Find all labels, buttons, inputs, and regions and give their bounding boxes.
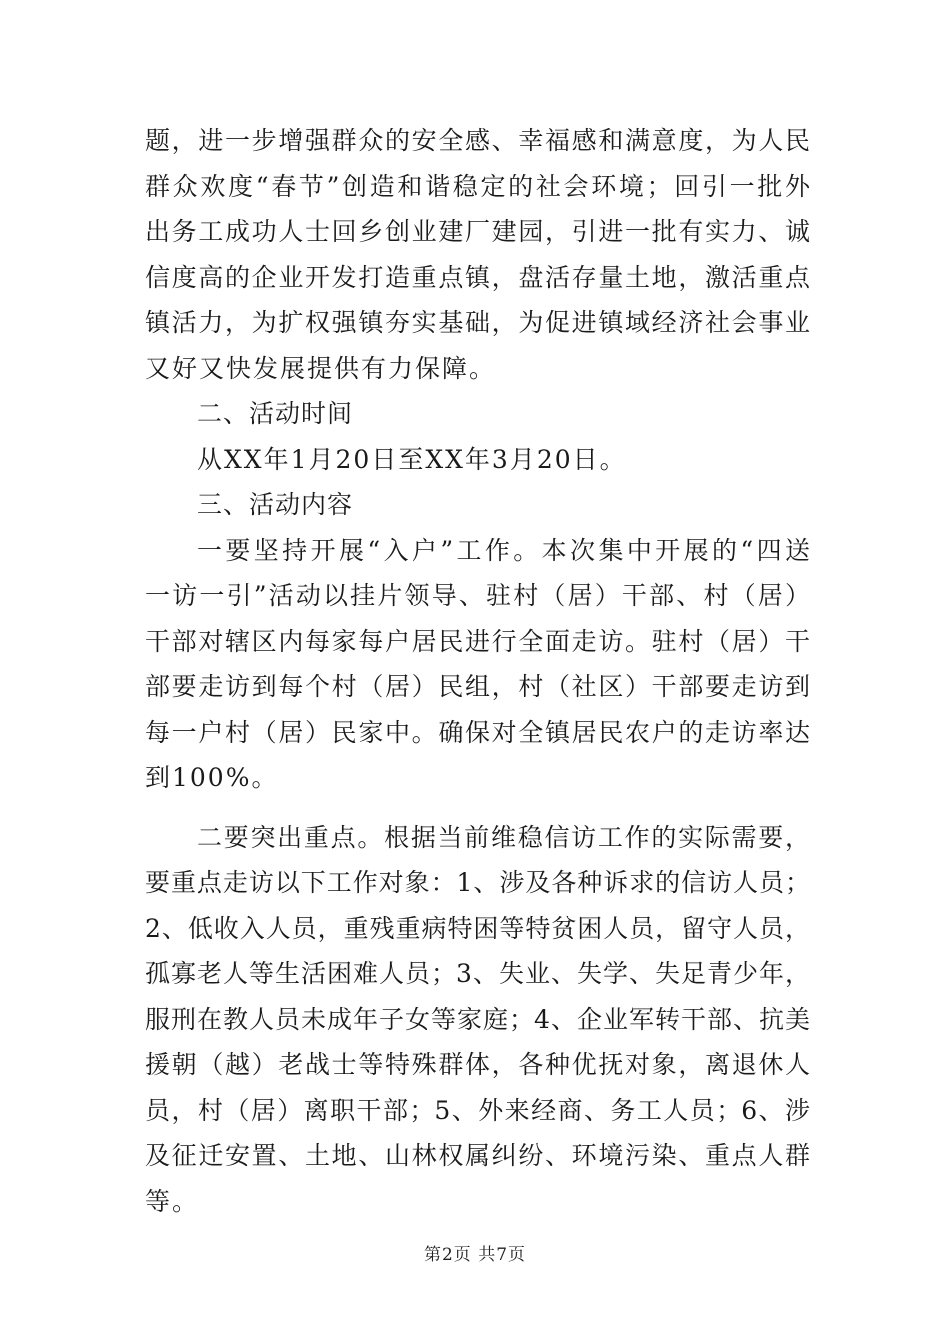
text-line: 服刑在教人员未成年子女等家庭；4、企业军转干部、抗美 <box>145 1004 810 1034</box>
document-body <box>145 118 810 1224</box>
page-number-footer: 第2页 共7页 <box>423 1245 527 1265</box>
text-line: 群众欢度“春节”创造和谐稳定的社会环境；回引一批外 <box>145 171 810 201</box>
paragraph-household-visits <box>145 528 810 801</box>
text-line: 一访一引”活动以挂片领导、驻村（居）干部、村（居） <box>145 581 810 610</box>
section-heading-activity-content: 三、活动内容 <box>197 490 354 519</box>
paragraph-intro-continued <box>145 118 810 391</box>
text-line: 题，进一步增强群众的安全感、幸福感和满意度，为人民 <box>145 126 810 155</box>
paragraph-spacer <box>145 801 810 815</box>
text-line: 一要坚持开展“入户”工作。本次集中开展的“四送 <box>197 535 810 565</box>
text-line: 2、低收入人员，重残重病特困等特贫困人员，留守人员， <box>145 913 810 943</box>
text-line: 要重点走访以下工作对象：1、涉及各种诉求的信访人员； <box>145 868 810 897</box>
text-line: 部要走访到每个村（居）民组，村（社区）干部要走访到 <box>145 672 810 701</box>
text-line: 出务工成功人士回乡创业建厂建园，引进一批有实力、诚 <box>145 217 810 246</box>
text-line: 员，村（居）离职干部；5、外来经商、务工人员；6、涉 <box>145 1095 810 1125</box>
paragraph-key-targets <box>145 815 810 1225</box>
text-line: 每一户村（居）民家中。确保对全镇居民农户的走访率达 <box>145 717 810 747</box>
text-line: 干部对辖区内每家每户居民进行全面走访。驻村（居）干 <box>145 626 810 656</box>
text-line: 信度高的企业开发打造重点镇，盘活存量土地，激活重点 <box>145 262 810 292</box>
text-line: 到100%。 <box>145 763 279 792</box>
text-line: 镇活力，为扩权强镇夯实基础，为促进镇域经济社会事业 <box>145 308 810 337</box>
section-heading-activity-time: 二、活动时间 <box>197 399 354 428</box>
text-line: 及征迁安置、土地、山林权属纠纷、环境污染、重点人群 <box>145 1141 810 1170</box>
activity-time-text: 从XX年1月20日至XX年3月20日。 <box>197 444 627 474</box>
text-line: 又好又快发展提供有力保障。 <box>145 353 497 383</box>
text-line: 等。 <box>145 1186 200 1216</box>
text-line: 二要突出重点。根据当前维稳信访工作的实际需要， <box>197 822 810 852</box>
text-line: 孤寡老人等生活困难人员；3、失业、失学、失足青少年， <box>145 959 810 988</box>
text-line: 援朝（越）老战士等特殊群体，各种优抚对象，离退休人 <box>145 1050 810 1079</box>
